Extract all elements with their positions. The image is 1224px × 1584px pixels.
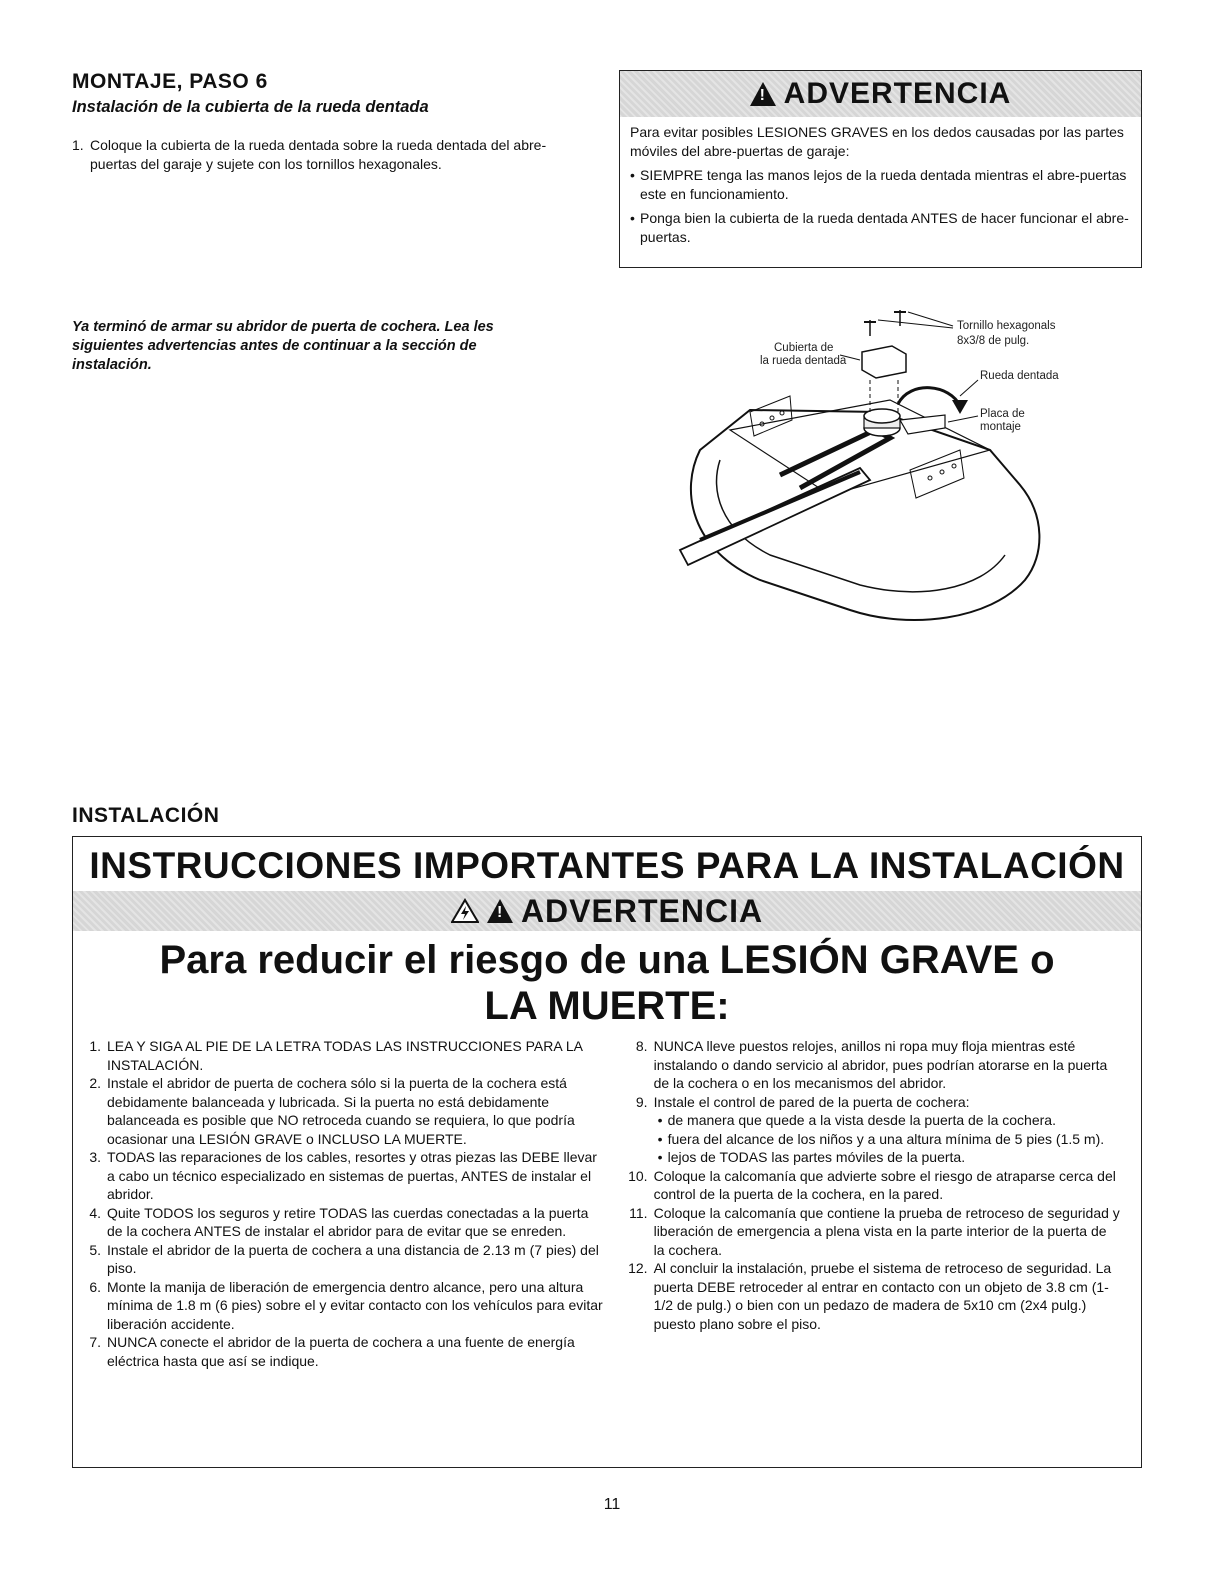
list-item: • SIEMPRE tenga las manos lejos de la rueda dentada mientras el abre-puertas este en funcionamiento. [630,166,1131,204]
label-screws-size: 8x3/8 de pulg. [957,335,1030,347]
finish-note: Ya terminó de armar su abridor de puerta de cochera. Lea les siguientes advertencias antes de continuar a la sección de instalación. [72,319,494,373]
warning-title: ADVERTENCIA [783,77,1012,110]
list-item: 11. Coloque la calcomanía que contiene la prueba de retroceso de seguridad y liberación de emergencia a plena vista en la parte interior de la puerta de la cochera. [629,1204,1120,1258]
step-subtitle: Instalación de la cubierta de la rueda dentada [72,98,429,116]
warning-box [619,70,1142,268]
warning-bullet: Ponga bien la cubierta de la rueda dentada ANTES de hacer funcionar el abre-puertas. [640,210,1129,245]
warning-intro: Para evitar posibles LESIONES GRAVES en los dedos causadas por las partes móviles del abre-puertas de garaje: [630,124,1124,159]
warning-banner [73,891,1141,931]
warning-title: ADVERTENCIA [520,892,764,929]
sprocket-cover-diagram [660,300,1100,640]
warning-banner [620,71,1141,117]
list-item: 2. Instale el abridor de puerta de cochera sólo si la puerta de la cochera está debidamente balanceada y lubricada. Si la puerta no está debidamente balanceada es posible que NO retroceda cuando se requiera, lo que podría ocasionar una LESIÓN GRAVE o INCLUSO LA MUERTE. [89,1075,575,1147]
instructions-left [87,1037,606,1370]
page-number: 11 [603,1496,621,1513]
list-item: 6. Monte la manija de liberación de emergencia dentro alcance, pero una altura mínima de 1.8 m (6 pies) sobre el y evitar contacto con los vehículos para evitar liberación accidente. [89,1278,603,1332]
step-list [72,136,592,174]
sub-bullet: • lejos de TODAS las partes móviles de la puerta. [657,1149,966,1165]
instructions-right [628,1037,1121,1370]
list-item: 1. LEA Y SIGA AL PIE DE LA LETRA TODAS LAS INSTRUCCIONES PARA LA INSTALACIÓN. [89,1038,583,1073]
label-screws: Tornillo hexagonals [957,320,1056,332]
item-text: Coloque la cubierta de la rueda dentada sobre la rueda dentada del abre-puertas del garaje y sujete con los tornillos hexagonales. [90,137,547,172]
sub-bullet: • fuera del alcance de los niños y a una altura mínima de 5 pies (1.5 m). [657,1130,1105,1147]
label-plate-2: montaje [980,421,1021,433]
list-item: 10. Coloque la calcomanía que advierte sobre el riesgo de atraparse cerca del control de la puerta de la cochera, en la pared. [628,1167,1116,1202]
risk-heading: Para reducir el riesgo de una LESIÓN GRAVE o [159,938,1055,982]
opener-illustration [660,300,1100,640]
list-item: 7. NUNCA conecte el abridor de la puerta de cochera a una fuente de energía eléctrica hasta que así se indique. [89,1334,575,1369]
electric-shock-icon [451,898,479,924]
list-item: 4. Quite TODOS los seguros y retire TODAS las cuerdas conectadas a la puerta de la cochera ANTES de instalar el abridor para de evitar que se enreden. [89,1204,589,1239]
list-item [72,136,592,174]
label-cover-2: la rueda dentada [760,355,847,367]
step-title: MONTAJE, PASO 6 [72,70,268,93]
list-item: 12. Al concluir la instalación, pruebe el sistema de retroceso de seguridad. La puerta DEBE retroceder al entrar en contacto con un objeto de 3.8 cm (1-1/2 de pulg.) o bien con un pedazo de madera de 5x10 cm (2x4 pulg.) puesto plano sobre el piso. [628,1260,1112,1332]
section-heading: INSTALACIÓN [72,804,220,827]
risk-heading-2: LA MUERTE: [484,984,730,1028]
warning-triangle-icon [750,82,776,106]
warning-triangle-icon [487,899,513,923]
label-sprocket: Rueda dentada [980,370,1059,382]
list-item: • Ponga bien la cubierta de la rueda dentada ANTES de hacer funcionar el abre-puertas. [630,209,1131,247]
install-title: INSTRUCCIONES IMPORTANTES PARA LA INSTALACIÓN [89,845,1125,886]
list-item: 5. Instale el abridor de la puerta de cochera a una distancia de 2.13 m (7 pies) del piso. [89,1241,599,1276]
sub-bullet: • de manera que quede a la vista desde la puerta de la cochera. [657,1112,1056,1128]
list-item: 3. TODAS las reparaciones de los cables, resortes y otras piezas las DEBE llevar a cabo un técnico especializado en sistemas de puertas, ANTES de instalar el abridor. [89,1149,597,1202]
label-plate-1: Placa de [980,408,1025,420]
item-number: 1. [72,137,84,153]
installation-box [72,836,1142,1468]
warning-bullet: SIEMPRE tenga las manos lejos de la rueda dentada mientras el abre-puertas este en funcionamiento. [640,167,1127,202]
list-item: 9. Instale el control de pared de la puerta de cochera: [635,1093,970,1110]
list-item: 8. NUNCA lleve puestos relojes, anillos ni ropa muy floja mientras esté instalando o dando servicio al abridor, pues podrían atorarse en la puerta de la cochera o en los mecanismos del abridor. [635,1038,1108,1091]
label-cover-1: Cubierta de [774,342,834,354]
